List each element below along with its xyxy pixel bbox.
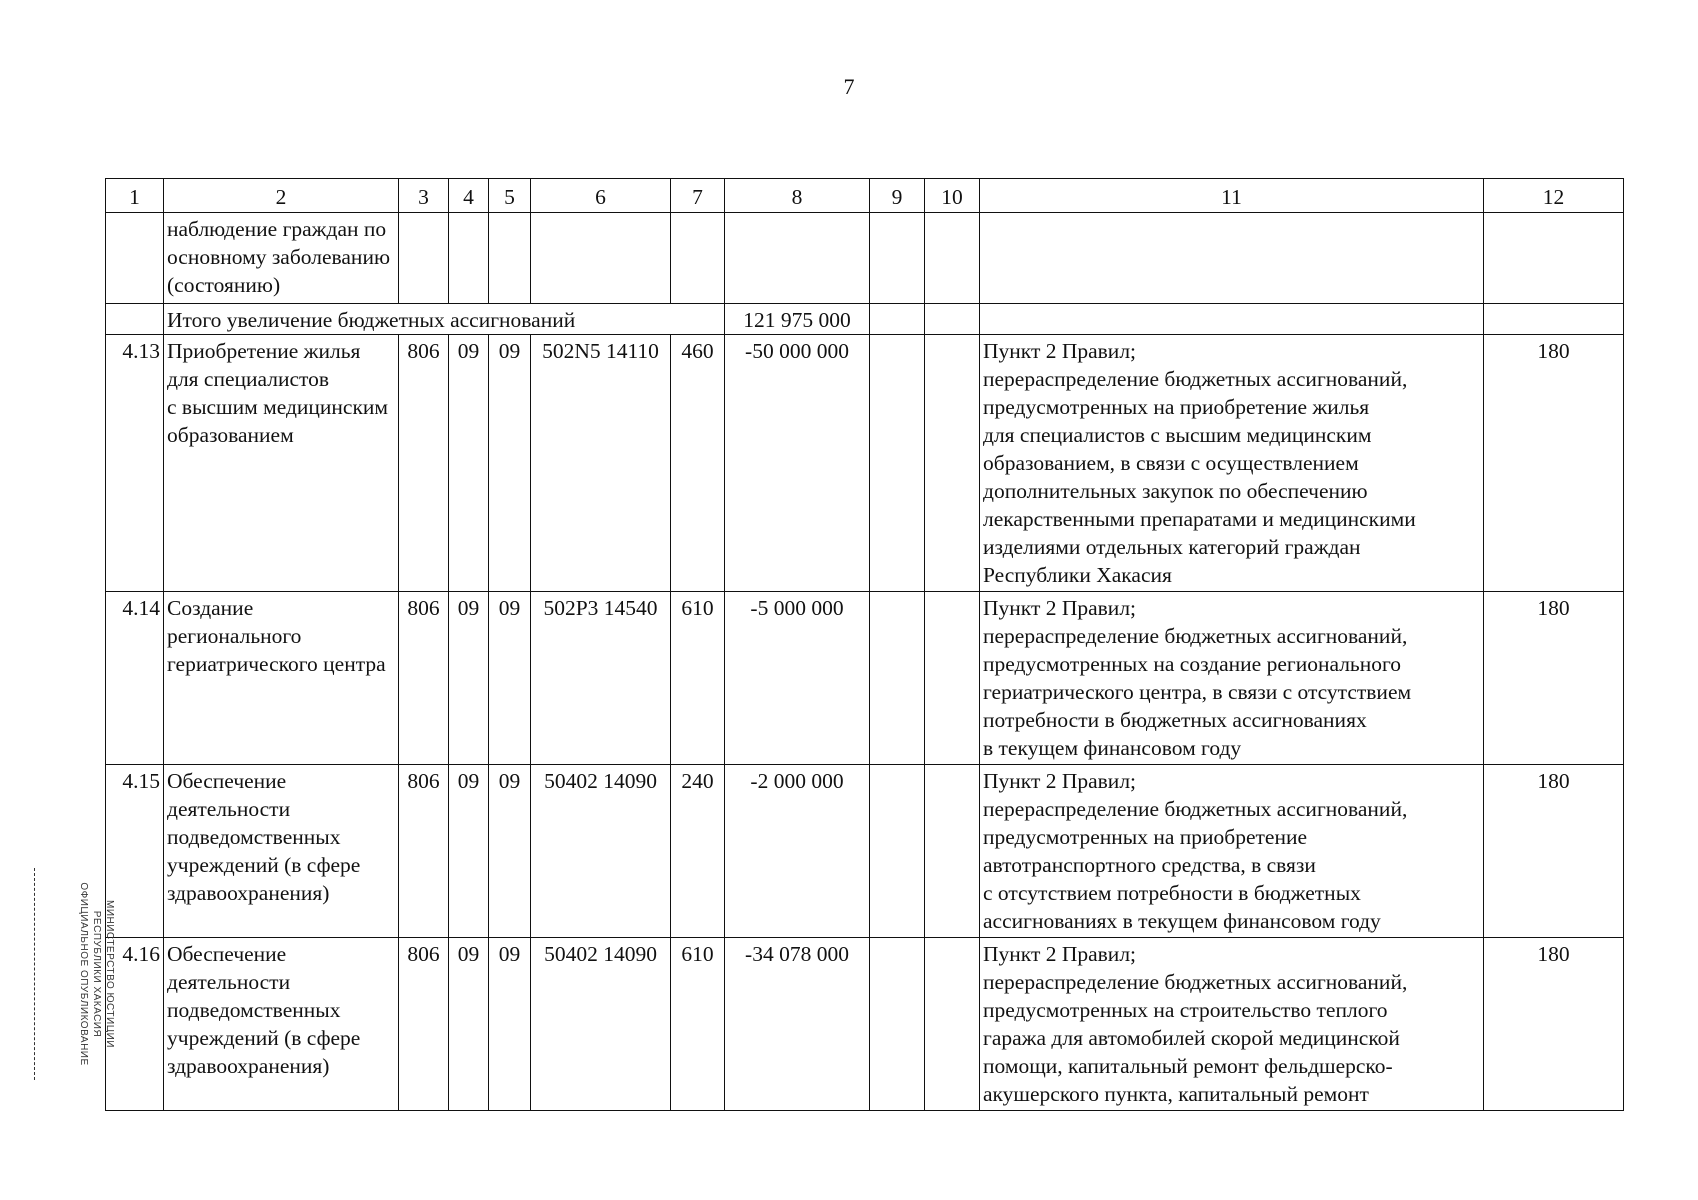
cell-c3: 806: [399, 335, 449, 592]
row-amount: -5 000 000: [725, 592, 870, 765]
cell-amount: [725, 213, 870, 304]
header-col-2: 2: [164, 179, 399, 213]
total-amount: 121 975 000: [725, 304, 870, 335]
cell-c3: 806: [399, 938, 449, 1111]
cell-c10: [925, 592, 980, 765]
header-col-5: 5: [489, 179, 531, 213]
cell-c7: 610: [671, 938, 725, 1111]
page-number: 7: [843, 74, 855, 99]
cell-c5: 09: [489, 592, 531, 765]
registration-stamp: [30, 868, 115, 1080]
row-reason: Пункт 2 Правил; перераспределение бюджетных ассигнований, предусмотренных на создание регионального гериатрического центра, в связи с отсутствием потребности в бюджетных ассигнованиях в текущем финансовом году: [980, 592, 1484, 765]
cell-c4: 09: [449, 335, 489, 592]
cell-c10: [925, 304, 980, 335]
header-col-6: 6: [531, 179, 671, 213]
header-col-9: 9: [870, 179, 925, 213]
cell-c5: [489, 213, 531, 304]
cell-c6: [531, 213, 671, 304]
cell-c6: 50402 14090: [531, 765, 671, 938]
cell-c4: [449, 213, 489, 304]
header-col-8: 8: [725, 179, 870, 213]
cell-c10: [925, 938, 980, 1111]
cell-c7: 610: [671, 592, 725, 765]
header-col-1: 1: [106, 179, 164, 213]
cell-c4: 09: [449, 765, 489, 938]
row-reason: Пункт 2 Правил; перераспределение бюджетных ассигнований, предусмотренных на приобретение жилья для специалистов с высшим медицинским образованием, в связи с осуществлением дополнительных закупок по обеспечению лекарственными препаратами и медицинскими изделиями отдельных категорий граждан Республики Хакасия: [980, 335, 1484, 592]
cell-c4: 09: [449, 592, 489, 765]
cell-c7: 240: [671, 765, 725, 938]
cell-c3: [399, 213, 449, 304]
cell-c12: 180: [1484, 938, 1624, 1111]
cell-c12: 180: [1484, 592, 1624, 765]
cell-c9: [870, 938, 925, 1111]
row-name: Создание регионального гериатрического центра: [164, 592, 399, 765]
header-col-10: 10: [925, 179, 980, 213]
continuation-row: [106, 213, 1624, 304]
row-amount: -34 078 000: [725, 938, 870, 1111]
cell-c3: 806: [399, 765, 449, 938]
row-number: 4.13: [106, 335, 164, 592]
cell-reason: [980, 304, 1484, 335]
row-amount: -2 000 000: [725, 765, 870, 938]
cell-c9: [870, 765, 925, 938]
row-name: Обеспечение деятельности подведомственных учреждений (в сфере здравоохранения): [164, 938, 399, 1111]
cell-c6: 50402 14090: [531, 938, 671, 1111]
cell-c10: [925, 335, 980, 592]
cell-c9: [870, 304, 925, 335]
row-name: Обеспечение деятельности подведомственных учреждений (в сфере здравоохранения): [164, 765, 399, 938]
stamp-text: МИНИСТЕРСТВО ЮСТИЦИИ РЕСПУБЛИКИ ХАКАСИЯ ОФИЦИАЛЬНОЕ ОПУБЛИКОВАНИЕ: [78, 882, 115, 1066]
cell-c7: [671, 213, 725, 304]
table-row: [106, 592, 1624, 765]
header-col-4: 4: [449, 179, 489, 213]
header-col-7: 7: [671, 179, 725, 213]
cell-c4: 09: [449, 938, 489, 1111]
cell-reason: [980, 213, 1484, 304]
table-row: [106, 765, 1624, 938]
cell-c12: 180: [1484, 765, 1624, 938]
cell-c12: 180: [1484, 335, 1624, 592]
table-row: [106, 938, 1624, 1111]
row-number: 4.16: [106, 938, 164, 1111]
row-name: Приобретение жилья для специалистов с высшим медицинским образованием: [164, 335, 399, 592]
cell-c7: 460: [671, 335, 725, 592]
cell-c5: 09: [489, 938, 531, 1111]
table-row: [106, 335, 1624, 592]
cell-c10: [925, 213, 980, 304]
header-col-11: 11: [980, 179, 1484, 213]
cell-num: [106, 304, 164, 335]
cell-c9: [870, 592, 925, 765]
cell-c10: [925, 765, 980, 938]
cell-c6: 502N5 14110: [531, 335, 671, 592]
total-label: Итого увеличение бюджетных ассигнований: [164, 304, 725, 335]
cell-c12: [1484, 304, 1624, 335]
cell-c5: 09: [489, 765, 531, 938]
budget-reallocation-table: [105, 178, 1624, 1111]
cell-name: наблюдение граждан по основному заболеванию (состоянию): [164, 213, 399, 304]
total-increase-row: [106, 304, 1624, 335]
row-reason: Пункт 2 Правил; перераспределение бюджетных ассигнований, предусмотренных на приобретение автотранспортного средства, в связи с отсутствием потребности в бюджетных ассигнованиях в текущем финансовом году: [980, 765, 1484, 938]
cell-num: [106, 213, 164, 304]
cell-c12: [1484, 213, 1624, 304]
header-col-3: 3: [399, 179, 449, 213]
cell-c3: 806: [399, 592, 449, 765]
stamp-border: [34, 868, 65, 1080]
row-number: 4.15: [106, 765, 164, 938]
row-reason: Пункт 2 Правил; перераспределение бюджетных ассигнований, предусмотренных на строительство теплого гаража для автомобилей скорой медицинской помощи, капитальный ремонт фельдшерско- акушерского пункта, капитальный ремонт: [980, 938, 1484, 1111]
column-number-header-row: [106, 179, 1624, 213]
cell-c5: 09: [489, 335, 531, 592]
row-amount: -50 000 000: [725, 335, 870, 592]
header-col-12: 12: [1484, 179, 1624, 213]
cell-c9: [870, 335, 925, 592]
cell-c6: 502P3 14540: [531, 592, 671, 765]
cell-c9: [870, 213, 925, 304]
row-number: 4.14: [106, 592, 164, 765]
